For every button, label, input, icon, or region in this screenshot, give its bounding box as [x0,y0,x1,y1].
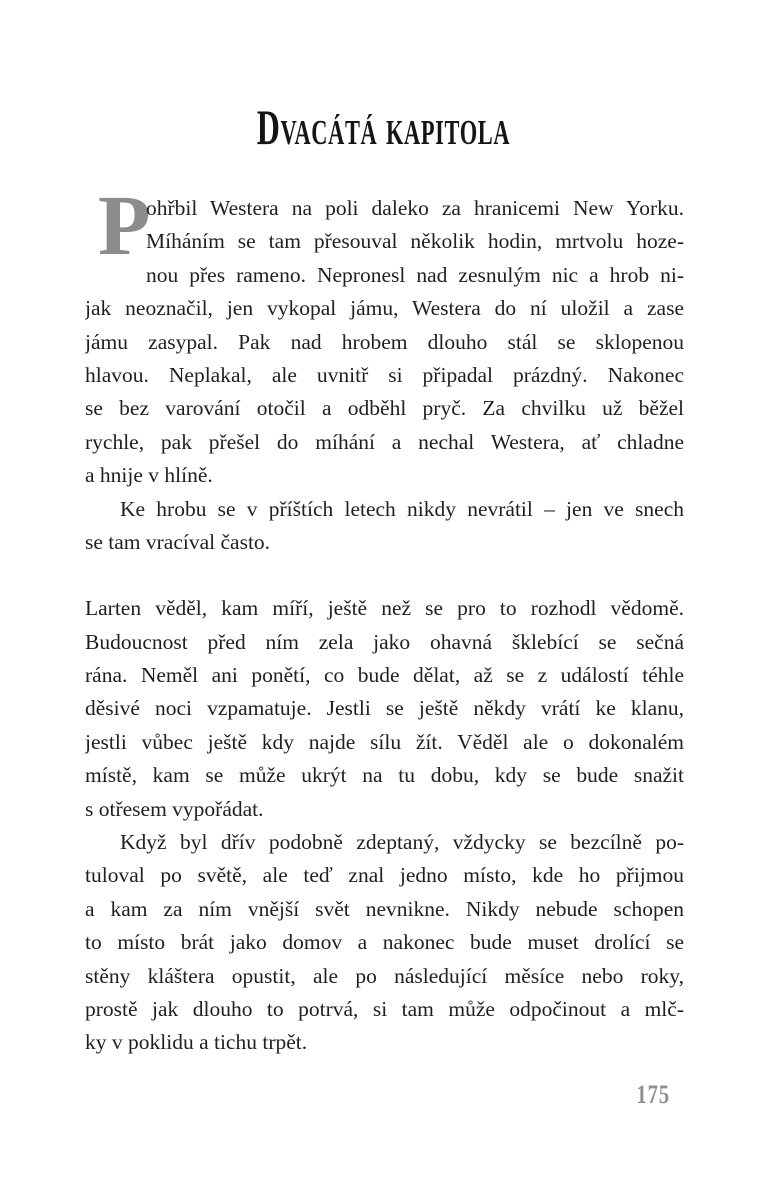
text-line: jestli vůbec ještě kdy najde sílu žít. Věděl ale o dokonalém [85,729,684,754]
text-line: se tam vracíval často. [85,529,271,554]
text-line: rána. Neměl ani ponětí, co bude dělat, až se z událostí téhle [85,663,684,688]
paragraph [85,592,684,826]
text-line: se bez varování otočil a odběhl pryč. Za chvilku už běžel [85,396,684,421]
page-number: 175 [636,1080,670,1109]
text-line: hlavou. Neplakal, ale uvnitř si připadal prázdný. Nakonec [85,362,684,387]
text-line: Budoucnost před ním zela jako ohavná šklebící se sečná [85,629,684,654]
text-line: ohřbil Westera na poli daleko za hranicemi New Yorku. [146,196,684,220]
text-line: Když byl dřív podobně zdeptaný, vždycky se bezcílně po- [120,830,684,855]
text-line: nou přes rameno. Nepronesl nad zesnulým nic a hrob ni- [146,262,684,287]
text-line: to místo brát jako domov a nakonec bude muset drolící se [85,930,684,955]
text-line: děsivé noci vzpamatuje. Jestli se ještě někdy vrátí ke klanu, [85,696,684,721]
text-line: a kam za ním vnější svět nevnikne. Nikdy nebude schopen [85,896,684,921]
text-line: tuloval po světě, ale teď znal jedno místo, kde ho přijmou [85,863,684,888]
text-line: jak neoznačil, jen vykopal jámu, Westera do ní uložil a zase [85,296,684,321]
text-line: s otřesem vypořádat. [85,796,264,821]
chapter-title: Dvacátá kapitola [256,99,511,155]
text-line: místě, kam se může ukrýt na tu dobu, kdy se bude snažit [85,763,684,788]
paragraph [85,177,684,493]
text-line: stěny kláštera opustit, ale po následující měsíce nebo roky, [85,963,684,988]
text-line: a hnije v hlíně. [85,463,213,488]
text-line: jámu zasypal. Pak nad hrobem dlouho stál se sklopenou [85,329,684,354]
drop-cap: P [98,177,151,273]
chapter-body [85,177,684,1060]
paragraph [85,493,684,560]
text-line: rychle, pak přešel do míhání a nechal Westera, ať chladne [85,429,684,454]
text-line: Larten věděl, kam míří, ještě než se pro to rozhodl vědomě. [85,596,684,621]
text-line: ky v poklidu a tichu trpět. [85,1030,308,1055]
text-line: prostě jak dlouho to potrvá, si tam může odpočinout a mlč- [85,996,684,1021]
text-line: Míháním se tam přesouval několik hodin, mrtvolu hoze- [146,229,684,254]
paragraph [85,826,684,1060]
text-line: Ke hrobu se v příštích letech nikdy nevrátil – jen ve snech [120,496,684,521]
